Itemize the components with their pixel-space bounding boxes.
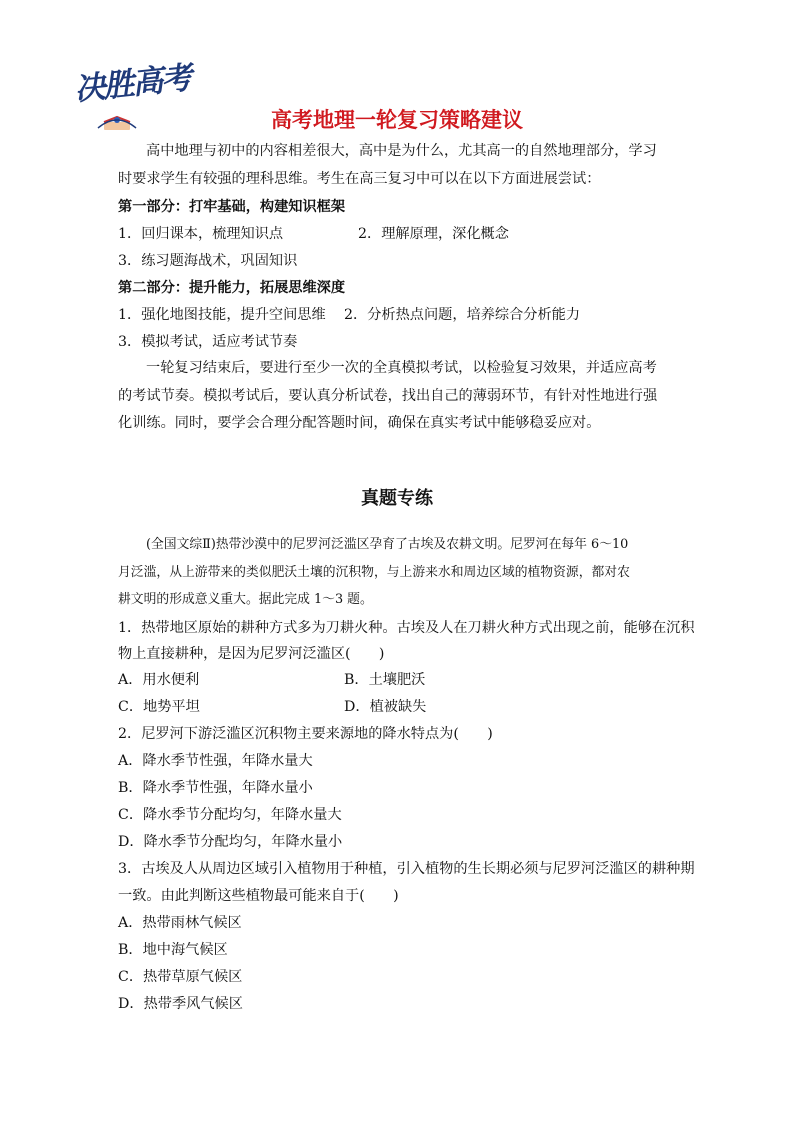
part2-heading: 第二部分：提升能力，拓展思维深度 bbox=[118, 280, 346, 296]
q1-option-a: A．用水便利 bbox=[118, 672, 200, 688]
q3-stem-line-1: 3．古埃及人从周边区域引入植物用于种植，引入植物的生长期必须与尼罗河泛滥区的耕种期 bbox=[118, 861, 695, 877]
q2-option-d: D．降水季节分配均匀，年降水量小 bbox=[118, 834, 343, 850]
para-line-2: 的考试节奏。模拟考试后，要认真分析试卷，找出自己的薄弱环节，有针对性地进行强 bbox=[118, 388, 658, 404]
q3-option-d: D．热带季风气候区 bbox=[118, 996, 243, 1012]
logo-text: 决胜高考 bbox=[72, 60, 192, 108]
part2-item-2: 2．分析热点问题，培养综合分析能力 bbox=[344, 307, 581, 323]
q3-option-a: A．热带雨林气候区 bbox=[118, 915, 242, 931]
q1-options-row-2 bbox=[118, 696, 678, 716]
part1-item-2: 2．理解原理，深化概念 bbox=[358, 226, 509, 242]
para-line-1: 一轮复习结束后，要进行至少一次的全真模拟考试，以检验复习效果，并适应高考 bbox=[146, 360, 657, 376]
document-title: 高考地理一轮复习策略建议 bbox=[271, 108, 523, 132]
part2-row-1 bbox=[118, 304, 678, 324]
q2-stem: 2．尼罗河下游泛滥区沉积物主要来源地的降水特点为( ) bbox=[118, 726, 493, 742]
q3-stem-line-2: 一致。由此判断这些植物最可能来自于( ) bbox=[118, 888, 399, 904]
q1-option-c: C．地势平坦 bbox=[118, 699, 200, 715]
part1-row-1 bbox=[118, 223, 678, 243]
passage-line-1: (全国文综Ⅱ)热带沙漠中的尼罗河泛滥区孕育了古埃及农耕文明。尼罗河在每年 6～10 bbox=[146, 537, 629, 552]
q1-stem-line-2: 物上直接耕种，是因为尼罗河泛滥区( ) bbox=[118, 646, 385, 662]
para-line-3: 化训练。同时，要学会合理分配答题时间，确保在真实考试中能够稳妥应对。 bbox=[118, 415, 601, 431]
q3-option-b: B．地中海气候区 bbox=[118, 942, 228, 958]
part1-heading: 第一部分：打牢基础，构建知识框架 bbox=[118, 199, 346, 215]
q2-option-a: A．降水季节性强，年降水量大 bbox=[118, 753, 313, 769]
q3-option-c: C．热带草原气候区 bbox=[118, 969, 243, 985]
passage-line-2: 月泛滥，从上游带来的类似肥沃土壤的沉积物，与上游来水和周边区域的植物资源，都对农 bbox=[118, 565, 630, 580]
part2-item-3: 3．模拟考试，适应考试节奏 bbox=[118, 334, 298, 350]
part1-item-3: 3．练习题海战术，巩固知识 bbox=[118, 253, 298, 269]
q1-options-row-1 bbox=[118, 669, 678, 689]
q1-stem-line-1: 1．热带地区原始的耕种方式多为刀耕火种。古埃及人在刀耕火种方式出现之前，能够在沉积 bbox=[118, 620, 695, 636]
intro-line-1: 高中地理与初中的内容相差很大，高中是为什么，尤其高一的自然地理部分，学习 bbox=[146, 143, 657, 159]
q1-option-d: D．植被缺失 bbox=[344, 699, 427, 715]
intro-line-2: 时要求学生有较强的理科思维。考生在高三复习中可以在以下方面进展尝试： bbox=[118, 171, 601, 187]
q1-option-b: B．土壤肥沃 bbox=[344, 672, 426, 688]
part1-item-1: 1．回归课本，梳理知识点 bbox=[118, 226, 284, 242]
part2-item-1: 1．强化地图技能，提升空间思维 bbox=[118, 307, 326, 323]
q2-option-c: C．降水季节分配均匀，年降水量大 bbox=[118, 807, 342, 823]
passage-line-3: 耕文明的形成意义重大。据此完成 1～3 题。 bbox=[118, 592, 373, 607]
section-title: 真题专练 bbox=[361, 488, 433, 509]
q2-option-b: B．降水季节性强，年降水量小 bbox=[118, 780, 313, 796]
